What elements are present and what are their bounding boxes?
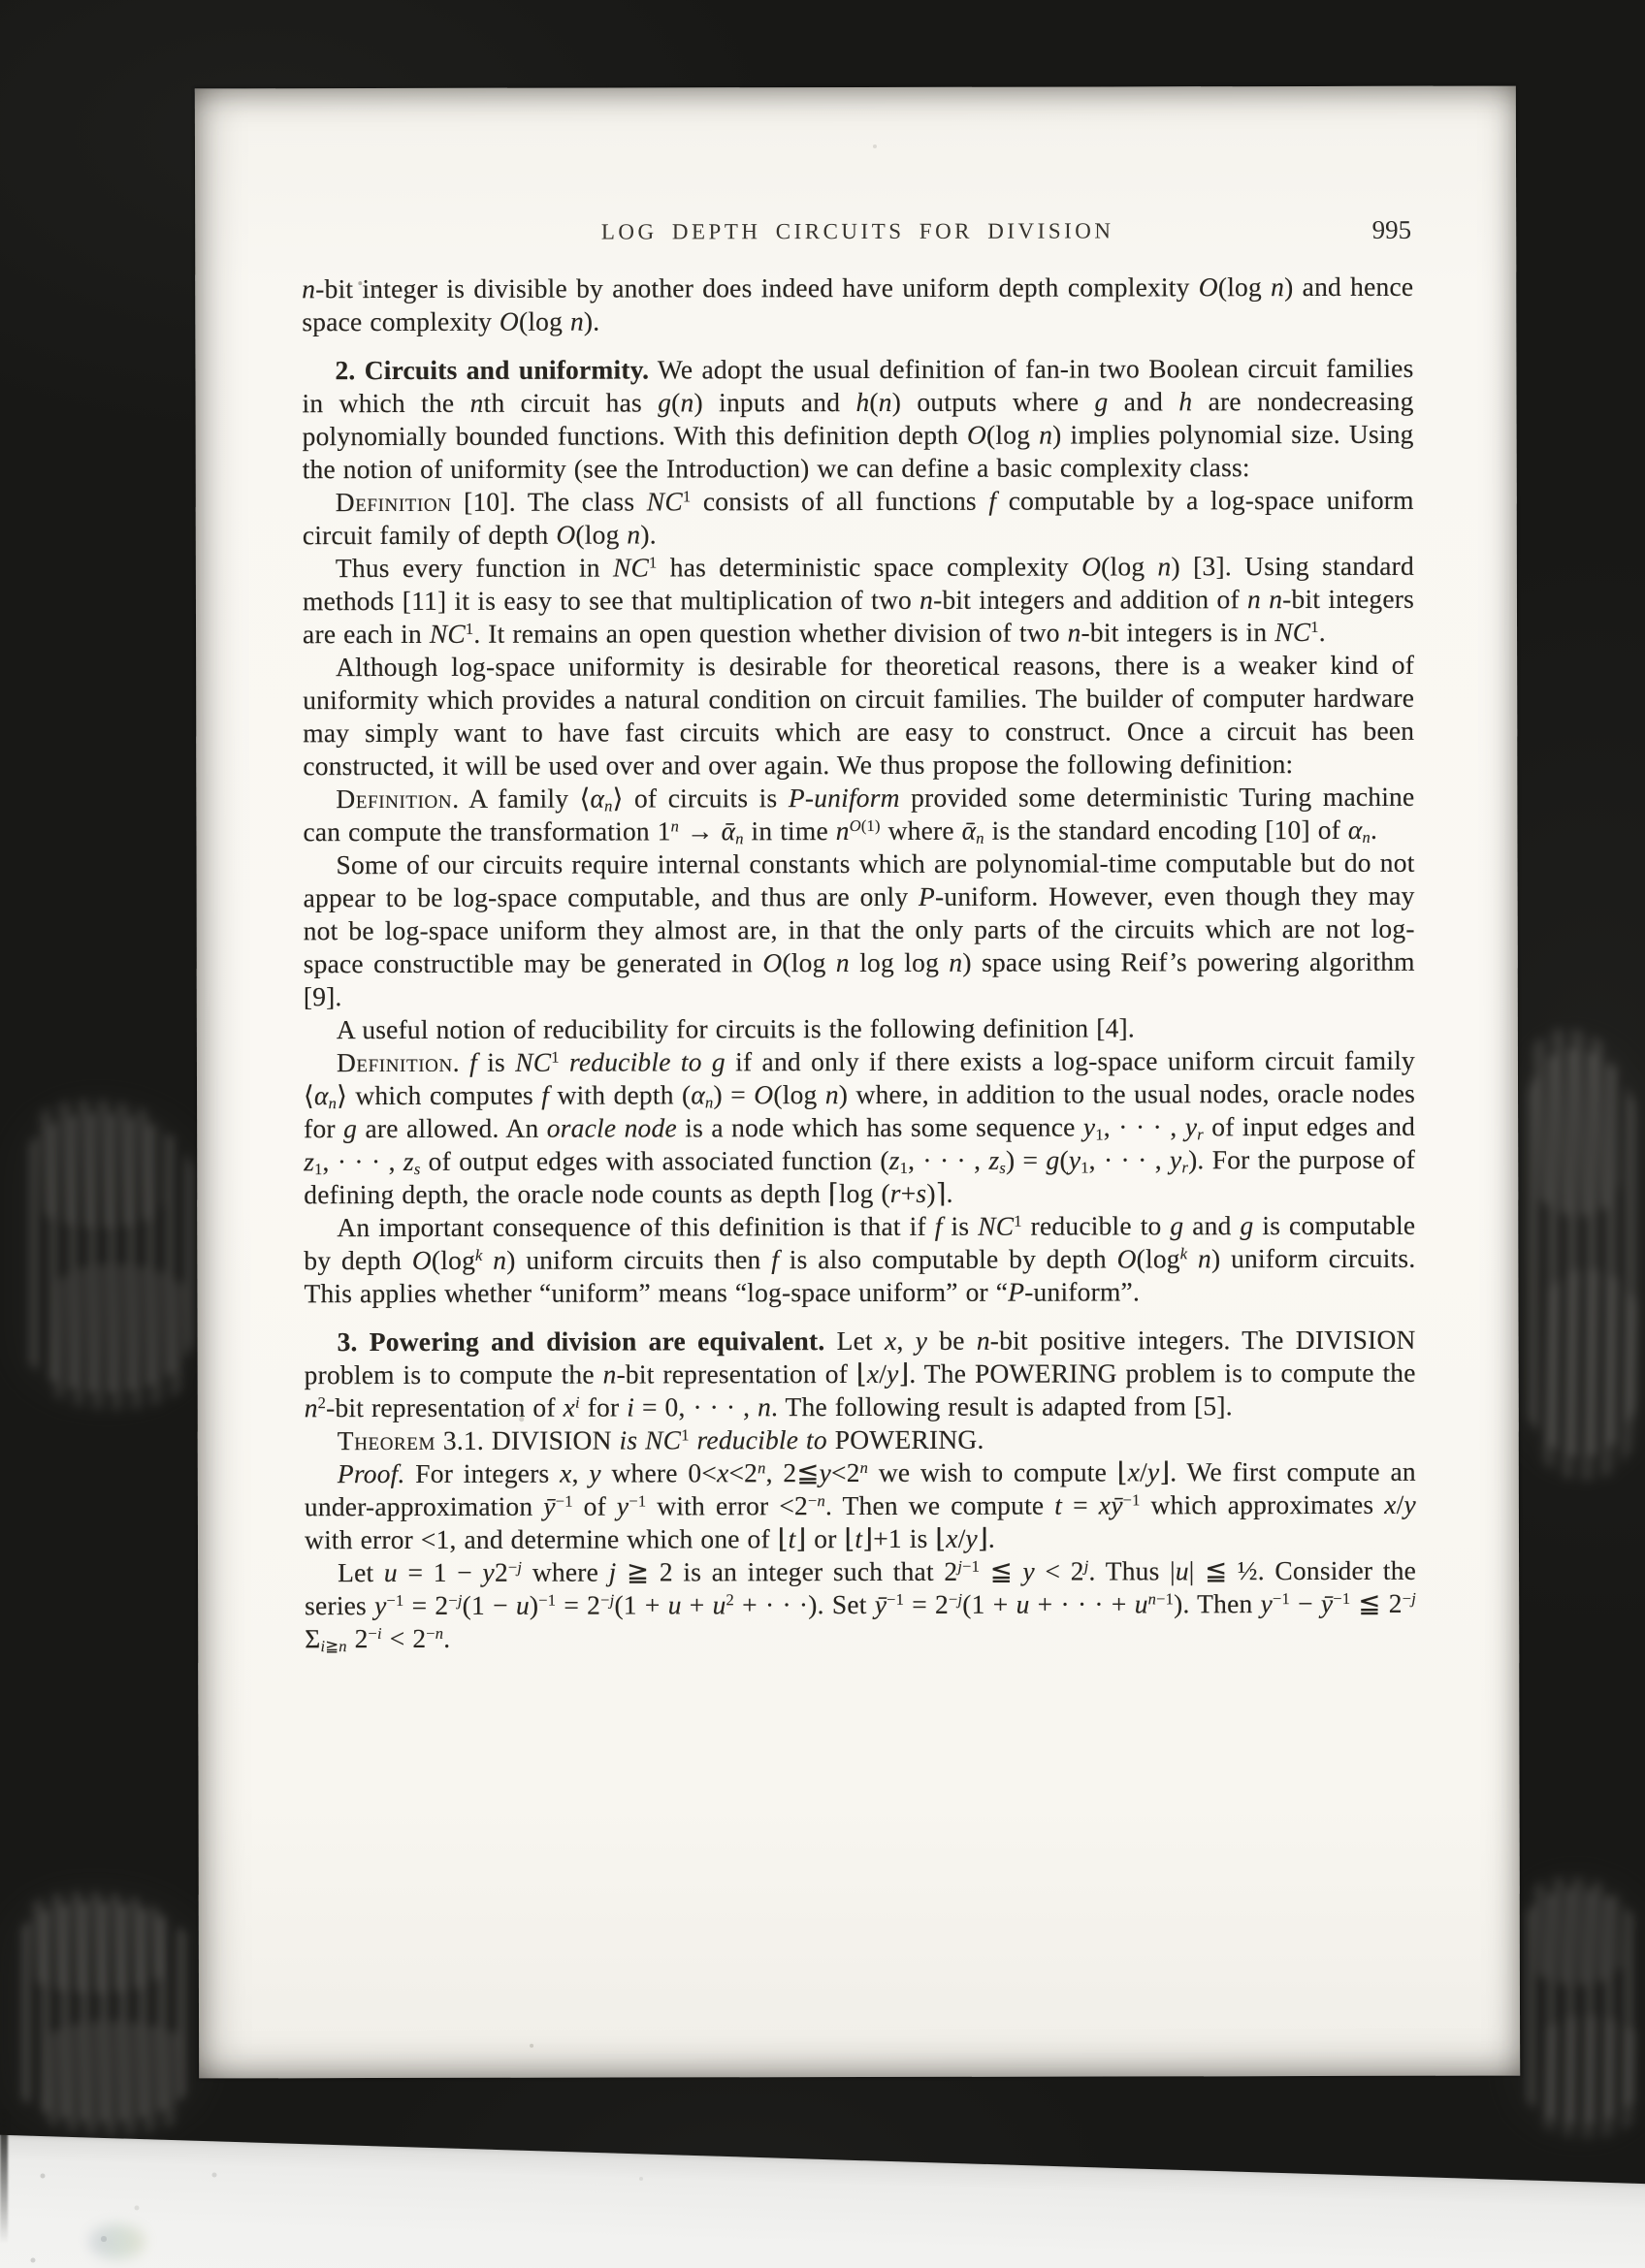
scanner-calibration-smudge bbox=[89, 2224, 145, 2259]
scanner-bed-specks bbox=[0, 0, 2, 2]
paragraph-continuation: n-bit integer is divisible by another does indeed have uniform depth complexity O(log n) and hence space complexity O(log n). bbox=[302, 271, 1414, 337]
section-2-heading-paragraph: 2. Circuits and uniformity. We adopt the usual definition of fan-in two Boolean circuit families in which the nth circuit has g(n) inputs and h(n) outputs where g and h are nondecreasing polynomially bounded functions. With this definition depth O(log n) implies polynomial size. Using the notion of uniformity (see the Introduction) we can define a basic complexity class: bbox=[302, 352, 1414, 485]
scan-artifact-left-middle bbox=[25, 1113, 192, 1392]
useful-notion-paragraph: A useful notion of reducibility for circuits is the following definition [4]. bbox=[336, 1012, 1136, 1045]
theorem-3-1: Theorem 3.1. DIVISION is $NC^1$ reducible to POWERING. bbox=[337, 1423, 984, 1456]
important-consequence-paragraph: An important consequence of this definition is that if f is $NC^1$ reducible to g and g is computable by depth $O(\log^k$ n) uniform circuits then f is also computable by depth $O(\log^k$ n) uniform circuits. This applies whether “uniform” means “log-space uniform” or “P-uniform”. bbox=[304, 1209, 1416, 1309]
running-head-title: LOG DEPTH CIRCUITS FOR DIVISION bbox=[600, 218, 1114, 244]
definition-nc1-reducible: Definition. f is $NC^1$ reducible to g if and only if there exists a log-space uniform circuit family $⟨\alpha_n⟩$ which computes f with depth $(\alpha_n) = O(\log$ n) where, in addition to the usual nodes, oracle nodes for g are allowed. An oracle node is a node which has some sequence $y_1$, · · · , $y_r$ of input edges and $z_1$, · · · , $z_s$ of output edges with associated function ($z_1$, · · · , $z_s) = g(y_1$, · · · , $y_r$). For the purpose of defining depth, the oracle node counts as depth ⌈log (r+s)⌉. bbox=[303, 1044, 1416, 1210]
although-uniformity-paragraph: Although log-space uniformity is desirable for theoretical reasons, there is a weaker kind of uniformity which provides a natural condition on circuit families. The builder of computer hardware may simply want to have fast circuits which are easy to construct. Once a circuit has been constructed, it will be used over and over again. We thus propose the following definition: bbox=[303, 649, 1415, 782]
scan-artifact-left-bottom bbox=[17, 1902, 192, 2122]
scanner-bed-strip bbox=[0, 2133, 1645, 2268]
running-head bbox=[302, 214, 1413, 253]
proof-paragraph: Proof. For integers x, y where $0<x<2^n$, $2≦y<2^n$ we wish to compute ⌊x/y⌋. We first compute an under-approximation $ȳ^{-1}$ of $y^{-1}$ with error $<2^{-n}$. Then we compute $t = xȳ^{-1}$ which approximates x/y with error <1, and determine which one of ⌊t⌋ or ⌊t⌋+1 is ⌊x/y⌋. bbox=[304, 1455, 1416, 1555]
scan-edge-sliver bbox=[0, 2112, 8, 2244]
page-specks bbox=[195, 88, 197, 90]
definition-nc1-class: Definition [10]. The class $NC^1$ consists of all functions f computable by a log-space uniform circuit family of depth O(log n). bbox=[302, 484, 1414, 551]
series-expansion-paragraph: Let $u = 1 - y2^{-j}$ where j ≧ 2 is an integer such that $2^{j-1}$ ≦ $y < 2^j$. Thus |u| ≦ ½. Consider the series $y^{-1} = 2^{-j}(1 - u)^{-1} = 2^{-j}(1 + u + u^2$ + · · ·). Set $ȳ^{-1} = 2^{-j}(1 + u$ + · · · + $u^{n-1}$). Then $y^{-1}$ − $ȳ^{-1}$ ≦ $2^{-j}$ $\Sigma_{i≧n}$ $2^{-i} < 2^{-n}$. bbox=[305, 1554, 1417, 1655]
scan-artifact-right-bottom bbox=[1523, 1889, 1641, 2124]
section-3-heading-paragraph: 3. Powering and division are equivalent. Let x, y be n-bit positive integers. The DIVISION problem is to compute the n-bit representation of ⌊x/y⌋. The POWERING problem is to compute the $n^2$-bit representation of $x^i$ for i = 0, · · · , n. The following result is adapted from [5]. bbox=[304, 1324, 1416, 1423]
scan-artifact-right-middle bbox=[1525, 1049, 1639, 1456]
document-page bbox=[195, 86, 1520, 2079]
body-text bbox=[302, 271, 1416, 1655]
page-number: 995 bbox=[1371, 214, 1412, 244]
definition-p-uniform: Definition. A family $⟨\alpha_n⟩$ of circuits is P-uniform provided some deterministic Turing machine can compute the transformation $1^n$ → ᾱ$_n$ in time $n^{O(1)}$ where ᾱ$_n$ is the standard encoding [10] of $\alpha_n$. bbox=[303, 781, 1415, 847]
thus-every-function-paragraph: Thus every function in $NC^1$ has deterministic space complexity O(log n) [3]. Using standard methods [11] it is easy to see that multiplication of two n-bit integers and addition of n n-bit integers are each in $NC^1$. It remains an open question whether division of two n-bit integers is in $NC^1$. bbox=[302, 550, 1415, 650]
internal-constants-paragraph: Some of our circuits require internal constants which are polynomial-time computable but do not appear to be log-space computable, and thus are only P-uniform. However, even though they may not be log-space uniform they almost are, in that the only parts of the circuits which are not log-space constructible may be generated in O(log n log log n) space using Reif’s powering algorithm [9]. bbox=[303, 847, 1415, 1012]
